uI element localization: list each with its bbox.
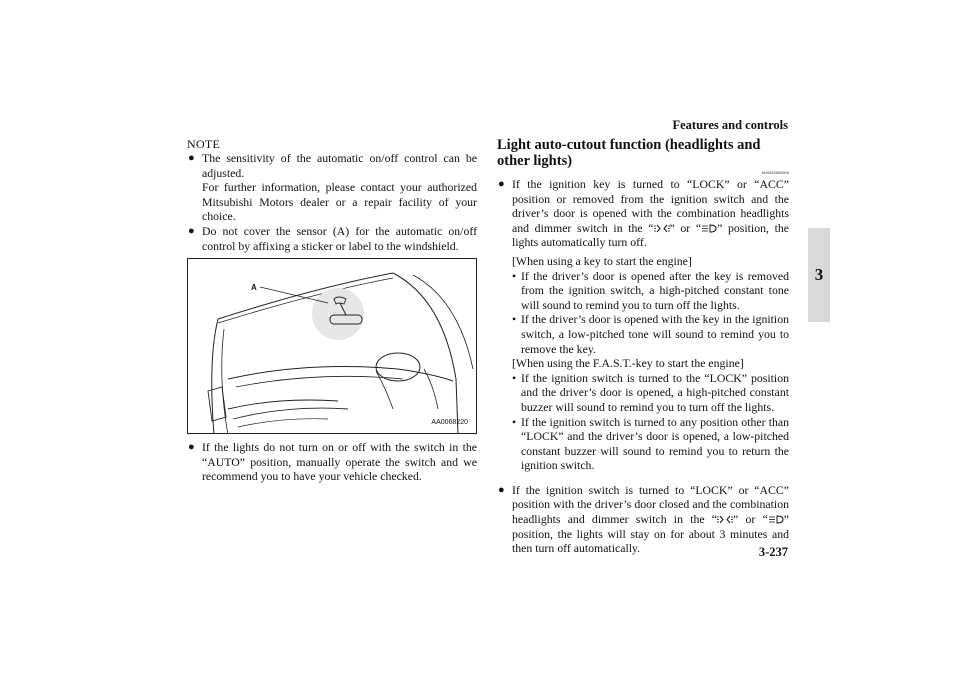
parking-lights-icon <box>654 224 670 233</box>
bullet-text-part: If the ignition key is turned to “LOCK” or “ACC” position or removed from the ignition switch and the driver’s door is opened with the combination headlights and dimmer switch in the “ <box>512 177 789 235</box>
parking-lights-icon <box>717 515 733 524</box>
headlight-icon <box>768 515 784 524</box>
page-number: 3-237 <box>758 545 788 559</box>
note-text: If the lights do not turn on or off with the switch in the “AUTO” position, manually operate the switch and we recommend you to have your vehicle checked. <box>202 440 477 484</box>
chapter-tab <box>808 228 830 322</box>
bullet-icon: ● <box>498 178 505 190</box>
sensor-callout-label: A <box>251 283 257 293</box>
bullet-icon: ● <box>188 441 195 454</box>
note-bullet-sensor <box>187 224 477 253</box>
note-label: NOTE <box>187 137 221 151</box>
bullet-icon: ● <box>188 152 195 164</box>
auto-cutout-bullet-2 <box>497 483 789 556</box>
note-bullet-manual-operation <box>187 440 477 484</box>
headlight-icon <box>701 224 717 233</box>
key-item: • If the driver’s door is opened after the key is removed from the ignition switch, a high-pitched constant tone will sound to remind you to turn off the lights. <box>512 268 789 312</box>
heading-code: N00532600509 <box>761 170 789 175</box>
key-condition-label: [When using a key to start the engine] <box>512 253 692 268</box>
bullet-text-part: ” or “ <box>669 220 702 235</box>
bullet-text <box>512 177 789 250</box>
right-column <box>497 137 789 556</box>
bullet-icon: ● <box>188 224 195 237</box>
note-text: Do not cover the sensor (A) for the automatic on/off control by affixing a sticker or label to the windshield. <box>202 223 477 253</box>
chapter-number: 3 <box>814 265 824 284</box>
bullet-text-part: ” position, the lights will stay on for about 3 minutes and then turn off automatically. <box>512 512 789 556</box>
windshield-sensor-figure <box>187 258 477 434</box>
bullet-icon: ● <box>498 483 505 496</box>
bullet-text-part: ” or “ <box>733 512 768 527</box>
fast-key-item: • If the ignition switch is turned to any position other than “LOCK” and the driver’s door is opened, a low-pitched constant buzzer will sound to remind you to return the ignition switch. <box>512 414 789 473</box>
figure-code: AA0068220 <box>431 418 468 426</box>
bullet-text-part: If the ignition switch is turned to “LOCK” or “ACC” position with the driver’s door closed and the combination headlights and dimmer switch in the “ <box>512 482 789 527</box>
section-heading: Light auto-cutout function (headlights and other lights) <box>497 137 761 169</box>
fast-key-condition-label: [When using the F.A.S.T.-key to start the engine] <box>512 356 744 371</box>
left-column <box>187 137 477 484</box>
windshield-illustration <box>188 259 477 434</box>
section-header: Features and controls <box>672 118 788 132</box>
note-subtext: For further information, please contact your authorized Mitsubishi Motors dealer or a repair facility of your choice. <box>202 180 477 224</box>
note-bullet-sensitivity <box>187 151 477 224</box>
note-text: The sensitivity of the automatic on/off control can be adjusted. <box>202 151 477 180</box>
bullet-text-part: ” position, the lights automatically turn off. <box>512 220 789 250</box>
bullet-text <box>512 483 789 556</box>
key-item: • If the driver’s door is opened with the key in the ignition switch, a low-pitched tone will sound to remind you to remove the key. <box>512 312 789 356</box>
fast-key-item: • If the ignition switch is turned to the “LOCK” position and the driver’s door is opened, a high-pitched constant buzzer will sound to remind you to turn off the lights. <box>512 370 789 414</box>
auto-cutout-bullet-1 <box>497 177 789 473</box>
